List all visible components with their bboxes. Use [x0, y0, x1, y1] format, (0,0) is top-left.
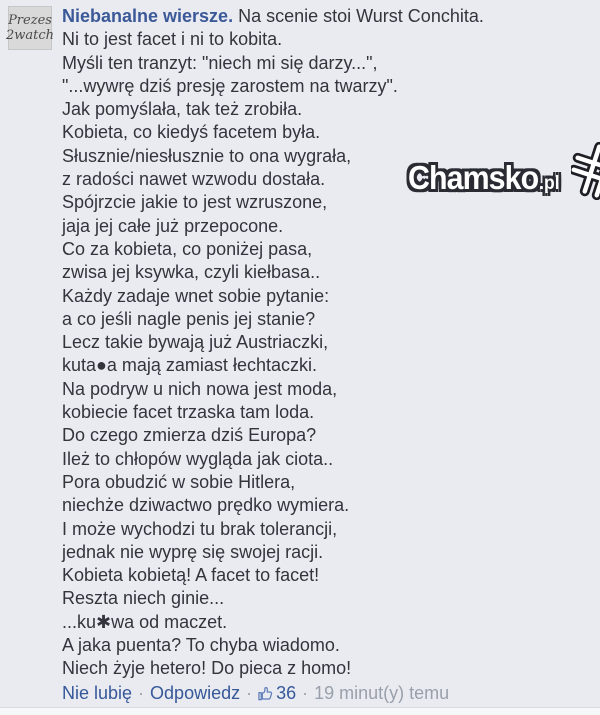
avatar[interactable]: [5, 6, 55, 50]
poem-line: kobiecie facet trzaska tam loda.: [62, 402, 315, 423]
watermark-tld-text: .pl: [539, 172, 560, 194]
watermark-brand-text: Chamsko: [408, 158, 539, 196]
avatar-text-line2: 2watch: [5, 28, 55, 43]
dislike-link[interactable]: Nie lubię: [62, 682, 133, 703]
poem-line: Niech żyje hetero! Do pieca z homo!: [62, 658, 352, 679]
poem-line: Do czego zmierza dziś Europa?: [62, 425, 317, 446]
avatar-text-line1: Prezes: [8, 13, 52, 28]
comment-body: [62, 5, 592, 705]
thumbs-up-icon: [258, 686, 273, 701]
like-count: 36: [276, 682, 297, 703]
poem-line: "...wywrę dziś presję zarostem na twarzy".: [62, 75, 398, 96]
poem-line: jednak nie wyprę się swojej racji.: [62, 541, 324, 562]
poem-line: Co za kobieta, co poniżej pasa,: [62, 238, 313, 259]
separator-dot: ·: [246, 682, 253, 703]
separator-dot: ·: [138, 682, 145, 703]
poem-line: Słusznie/niesłusznie to ona wygrała,: [62, 145, 352, 166]
poem-line: Reszta niech ginie...: [62, 588, 225, 609]
poem-line: Na podryw u nich nowa jest moda,: [62, 378, 338, 399]
poem-line: Kobieta kobietą! A facet to facet!: [62, 565, 320, 586]
poem-line: z radości nawet wzwodu dostała.: [62, 169, 326, 190]
separator-dot: ·: [302, 682, 309, 703]
poem-line: Pora obudzić w sobie Hitlera,: [62, 471, 296, 492]
poem-line: a co jeśli nagle penis jej stanie?: [62, 308, 316, 329]
next-comment-divider: [0, 707, 600, 715]
author-link[interactable]: Niebanalne wiersze.: [62, 6, 234, 26]
poem-line: A jaka puenta? To chyba wiadomo.: [62, 635, 340, 656]
like-count-chip[interactable]: [258, 682, 296, 705]
comment-footer: [62, 682, 592, 705]
poem-line: ...ku✱wa od maczet.: [62, 611, 228, 632]
poem-line: zwisa jej ksywka, czyli kiełbasa..: [62, 262, 321, 283]
poem-line: Lecz takie bywają już Austriaczki,: [62, 332, 329, 353]
reply-link[interactable]: Odpowiedz: [150, 682, 241, 703]
poem-line: Ileż to chłopów wygląda jak ciota..: [62, 448, 334, 469]
timestamp: 19 minut(y) temu: [314, 682, 450, 703]
poem-line: kuta●a mają zamiast łechtaczki.: [62, 355, 317, 376]
poem-line: Spójrzcie jakie to jest wzruszone,: [62, 192, 328, 213]
poem-line: Myśli ten tranzyt: "niech mi się darzy...",: [62, 52, 378, 73]
poem-line: Jak pomyślała, tak też zrobiła.: [62, 99, 303, 120]
poem-line-text: Na scenie stoi Wurst Conchita.: [233, 6, 484, 26]
poem-line: Każdy zadaje wnet sobie pytanie:: [62, 285, 330, 306]
poem-line: niechże dziwactwo prędko wymiera.: [62, 495, 350, 516]
poem-line: Kobieta, co kiedyś facetem była.: [62, 122, 321, 143]
poem-line: jaja jej całe już przepocone.: [62, 215, 284, 236]
poem-line: I może wychodzi tu brak tolerancji,: [62, 518, 338, 539]
poem-line: Ni to jest facet i ni to kobita.: [62, 29, 283, 50]
poem-line: [62, 5, 592, 28]
